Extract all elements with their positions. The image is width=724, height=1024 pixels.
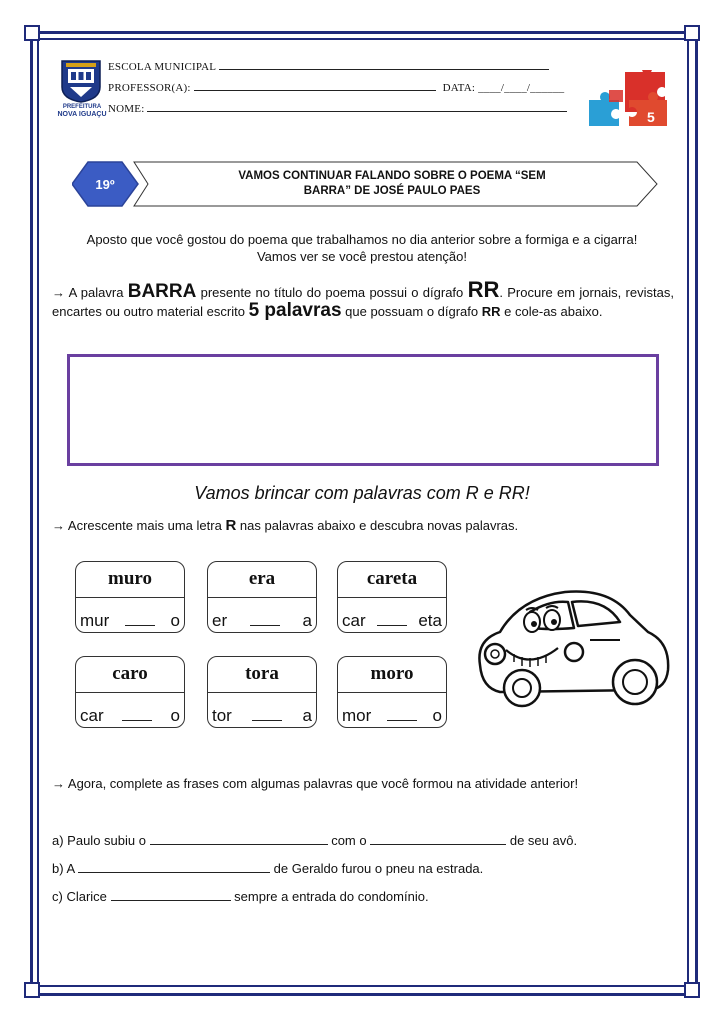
letter-r: R	[225, 517, 237, 534]
sentence-text: a) Paulo subiu o	[52, 833, 146, 848]
word-card	[207, 656, 317, 728]
corner-ornament	[684, 982, 700, 998]
lesson-title-line1: VAMOS CONTINUAR FALANDO SOBRE O POEMA “SEM	[238, 170, 546, 182]
card-word: muro	[108, 568, 152, 589]
card-right: o	[170, 611, 180, 630]
sentence-b	[52, 860, 483, 876]
sentence-text: b) A	[52, 861, 75, 876]
word-card	[337, 561, 447, 633]
word-card	[207, 561, 317, 633]
sentence-blank[interactable]	[370, 832, 506, 845]
card-blank[interactable]	[252, 708, 282, 721]
card-right: a	[302, 611, 312, 630]
task3-instruction: → Agora, complete as frases com algumas palavras que você formou na atividade anterior!	[52, 776, 579, 791]
card-right: a	[302, 706, 312, 725]
sentence-text: c) Clarice	[52, 889, 107, 904]
school-label: ESCOLA MUNICIPAL	[108, 61, 216, 73]
card-right: o	[170, 706, 180, 725]
card-left: car	[342, 611, 366, 630]
card-word: caro	[112, 663, 148, 684]
name-line	[108, 101, 567, 115]
lesson-banner	[72, 160, 662, 208]
card-left: er	[212, 611, 228, 630]
date-field[interactable]: ____/____/______	[478, 82, 565, 94]
task1-text: que possuam o dígrafo	[345, 304, 479, 319]
card-word: era	[248, 568, 276, 589]
task1-text: e cole-as abaixo.	[504, 304, 603, 319]
sentence-text: de Geraldo furou o pneu na estrada.	[273, 861, 484, 876]
task1-text: A palavra	[68, 285, 124, 300]
card-blank[interactable]	[125, 613, 155, 626]
sentence-text: com o	[331, 833, 367, 848]
name-field[interactable]	[147, 101, 567, 112]
task2-instruction	[52, 517, 674, 534]
school-field[interactable]	[219, 59, 549, 70]
card-word: careta	[366, 568, 418, 589]
task2-text: Acrescente mais uma letra	[67, 518, 222, 533]
word-count: 5 palavras	[248, 300, 342, 321]
card-blank[interactable]	[377, 613, 407, 626]
intro-line2: Vamos ver se você prestou atenção!	[256, 249, 468, 264]
card-left: mur	[80, 611, 110, 630]
card-left: tor	[212, 706, 232, 725]
arrow-icon: →	[52, 285, 65, 300]
digraph-rr-small: RR	[481, 304, 501, 319]
word-card	[337, 656, 447, 728]
cartoon-car-icon	[470, 570, 675, 710]
paste-area[interactable]	[67, 354, 659, 466]
school-line	[108, 59, 549, 73]
sentence-text: sempre a entrada do condomínio.	[234, 889, 429, 904]
card-word: tora	[245, 663, 279, 684]
logo-line2: NOVA IGUAÇU	[57, 111, 107, 118]
lesson-number: 19º	[95, 176, 115, 192]
puzzle-icon	[585, 70, 675, 130]
teacher-label: PROFESSOR(A):	[108, 82, 191, 94]
corner-ornament	[24, 982, 40, 998]
card-left: car	[80, 706, 104, 725]
task2-text: nas palavras abaixo e descubra novas palavras.	[239, 518, 519, 533]
corner-ornament	[24, 25, 40, 41]
card-blank[interactable]	[387, 708, 417, 721]
sentence-text: de seu avô.	[509, 833, 578, 848]
sentence-a	[52, 832, 577, 848]
digraph-rr: RR	[467, 277, 500, 302]
word-card	[75, 656, 185, 728]
card-right: o	[432, 706, 442, 725]
intro-text	[50, 231, 674, 265]
card-blank[interactable]	[122, 708, 152, 721]
svg-text:5: 5	[647, 109, 655, 125]
sentence-blank[interactable]	[111, 888, 231, 901]
word-card	[75, 561, 185, 633]
task1-instruction	[52, 277, 674, 321]
teacher-field[interactable]	[194, 80, 436, 91]
date-label: DATA:	[442, 82, 476, 94]
task1-text: presente no título do poema possui o dígrafo	[200, 285, 464, 300]
logo-line1: PREFEITURA	[62, 104, 102, 110]
lesson-title	[202, 169, 582, 199]
sentence-blank[interactable]	[78, 860, 270, 873]
card-word: moro	[370, 663, 414, 684]
lesson-title-line2: BARRA” DE JOSÉ PAULO PAES	[303, 185, 481, 197]
sentence-blank[interactable]	[150, 832, 328, 845]
teacher-line	[108, 80, 564, 94]
arrow-icon: →	[52, 518, 65, 533]
prefeitura-logo	[57, 57, 107, 118]
name-label: NOME:	[108, 103, 145, 115]
task1-text: . Procure em jornais, revistas, encartes ou outro material escrito	[52, 285, 674, 319]
card-right: eta	[418, 611, 442, 630]
intro-line1: Aposto que você gostou do poema que trabalhamos no dia anterior sobre a formiga e a cigarra!	[86, 232, 638, 247]
corner-ornament	[684, 25, 700, 41]
word-barra: BARRA	[127, 281, 197, 302]
play-title: Vamos brincar com palavras com R e RR!	[194, 483, 530, 503]
card-blank[interactable]	[250, 613, 280, 626]
sentence-c	[52, 888, 429, 904]
card-left: mor	[342, 706, 372, 725]
